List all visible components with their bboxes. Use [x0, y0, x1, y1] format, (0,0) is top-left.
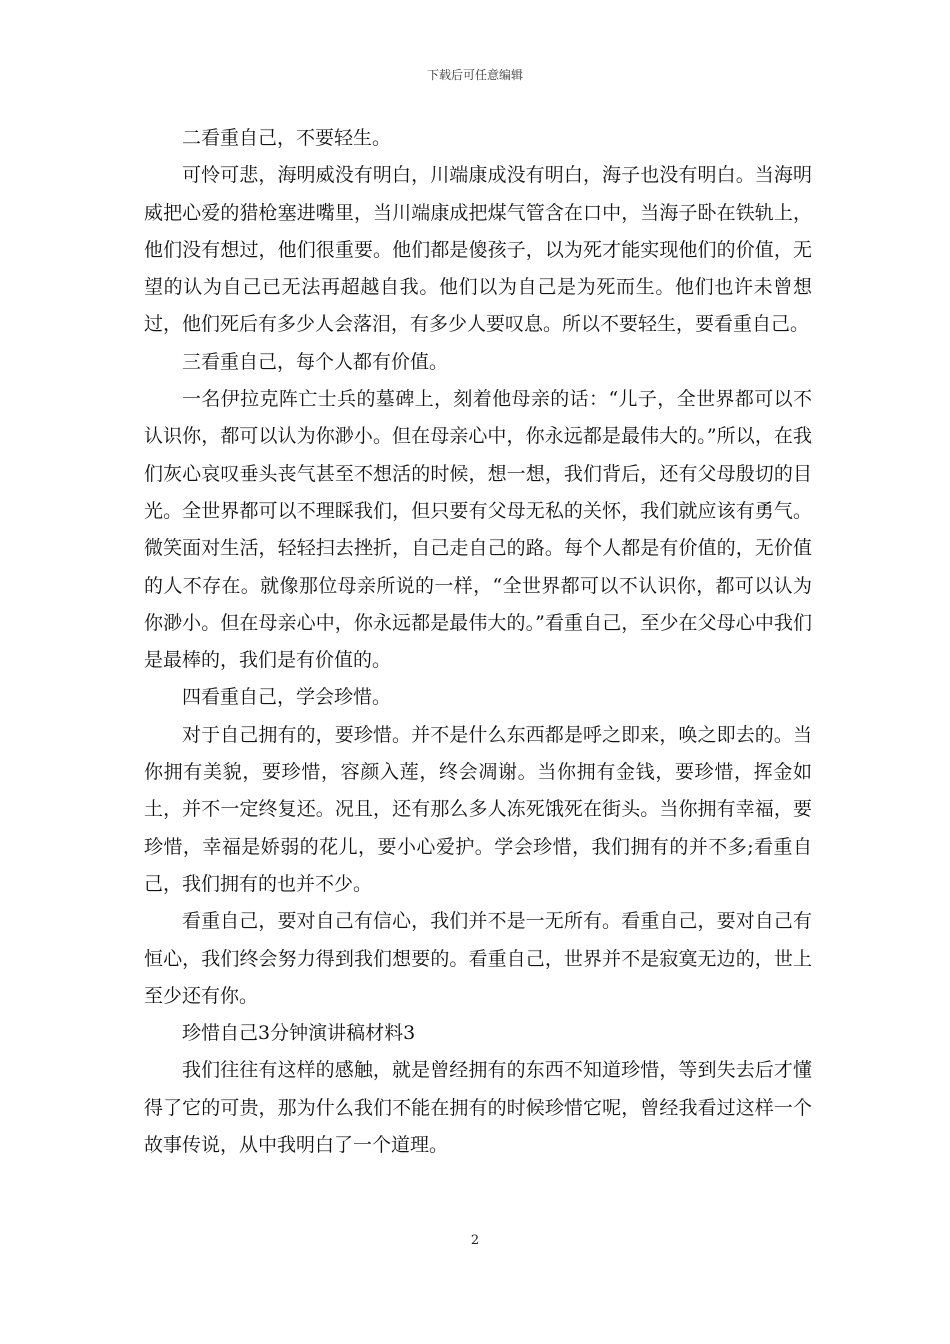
body-paragraph: 我们往往有这样的感触，就是曾经拥有的东西不知道珍惜，等到失去后才懂得了它的可贵，那为什么我们不能在拥有的时候珍惜它呢，曾经我看过这样一个故事传说，从中我明白了一个道理。 [144, 1059, 812, 1157]
page-header: 下载后可任意编辑 [426, 68, 523, 82]
body-paragraph: 一名伊拉克阵亡士兵的墓碑上，刻着他母亲的话：“儿子，全世界都可以不认识你，都可以认为你渺小。但在母亲心中，你永远都是最伟大的。”所以，在我们灰心哀叹垂头丧气甚至不想活的时候，想一想，我们背后，还有父母殷切的目光。全世界都可以不理睬我们，但只要有父母无私的关怀，我们就应该有勇气。微笑面对生活，轻轻扫去挫折，自己走自己的路。每个人都是有价值的，无价值的人不存在。就像那位母亲所说的一样，“全世界都可以不认识你，都可以认为你渺小。但在母亲心中，你永远都是最伟大的。”看重自己，至少在父母心中我们是最棒的，我们是有价值的。 [144, 388, 812, 672]
section-heading: 三看重自己，每个人都有价值。 [182, 350, 449, 373]
body-paragraph: 看重自己，要对自己有信心，我们并不是一无所有。看重自己，要对自己有恒心，我们终会努力得到我们想要的。看重自己，世界并不是寂寞无边的，世上至少还有你。 [144, 910, 812, 1007]
section-heading: 二看重自己，不要轻生。 [182, 127, 392, 149]
section-heading: 四看重自己，学会珍惜。 [182, 686, 392, 709]
page-number: 2 [470, 1233, 480, 1248]
document-body [144, 120, 812, 1164]
body-paragraph: 可怜可悲，海明威没有明白，川端康成没有明白，海子也没有明白。当海明威把心爱的猎枪塞进嘴里，当川端康成把煤气管含在口中，当海子卧在铁轨上，他们没有想过，他们很重要。他们都是傻孩子，以为死才能实现他们的价值，无望的认为自己已无法再超越自我。他们以为自己是为死而生。他们也许未曾想过，他们死后有多少人会落泪，有多少人要叹息。所以不要轻生，要看重自己。 [144, 164, 812, 336]
body-paragraph: 对于自己拥有的，要珍惜。并不是什么东西都是呼之即来，唤之即去的。当你拥有美貌，要珍惜，容颜入莲，终会凋谢。当你拥有金钱，要珍惜，挥金如土，并不一定终复还。况且，还有那么多人冻死饿死在街头。当你拥有幸福，要珍惜，幸福是娇弱的花儿，要小心爱护。学会珍惜，我们拥有的并不多;看重自己，我们拥有的也并不少。 [144, 723, 812, 895]
section-heading: 珍惜自己3分钟演讲稿材料3 [182, 1022, 416, 1045]
